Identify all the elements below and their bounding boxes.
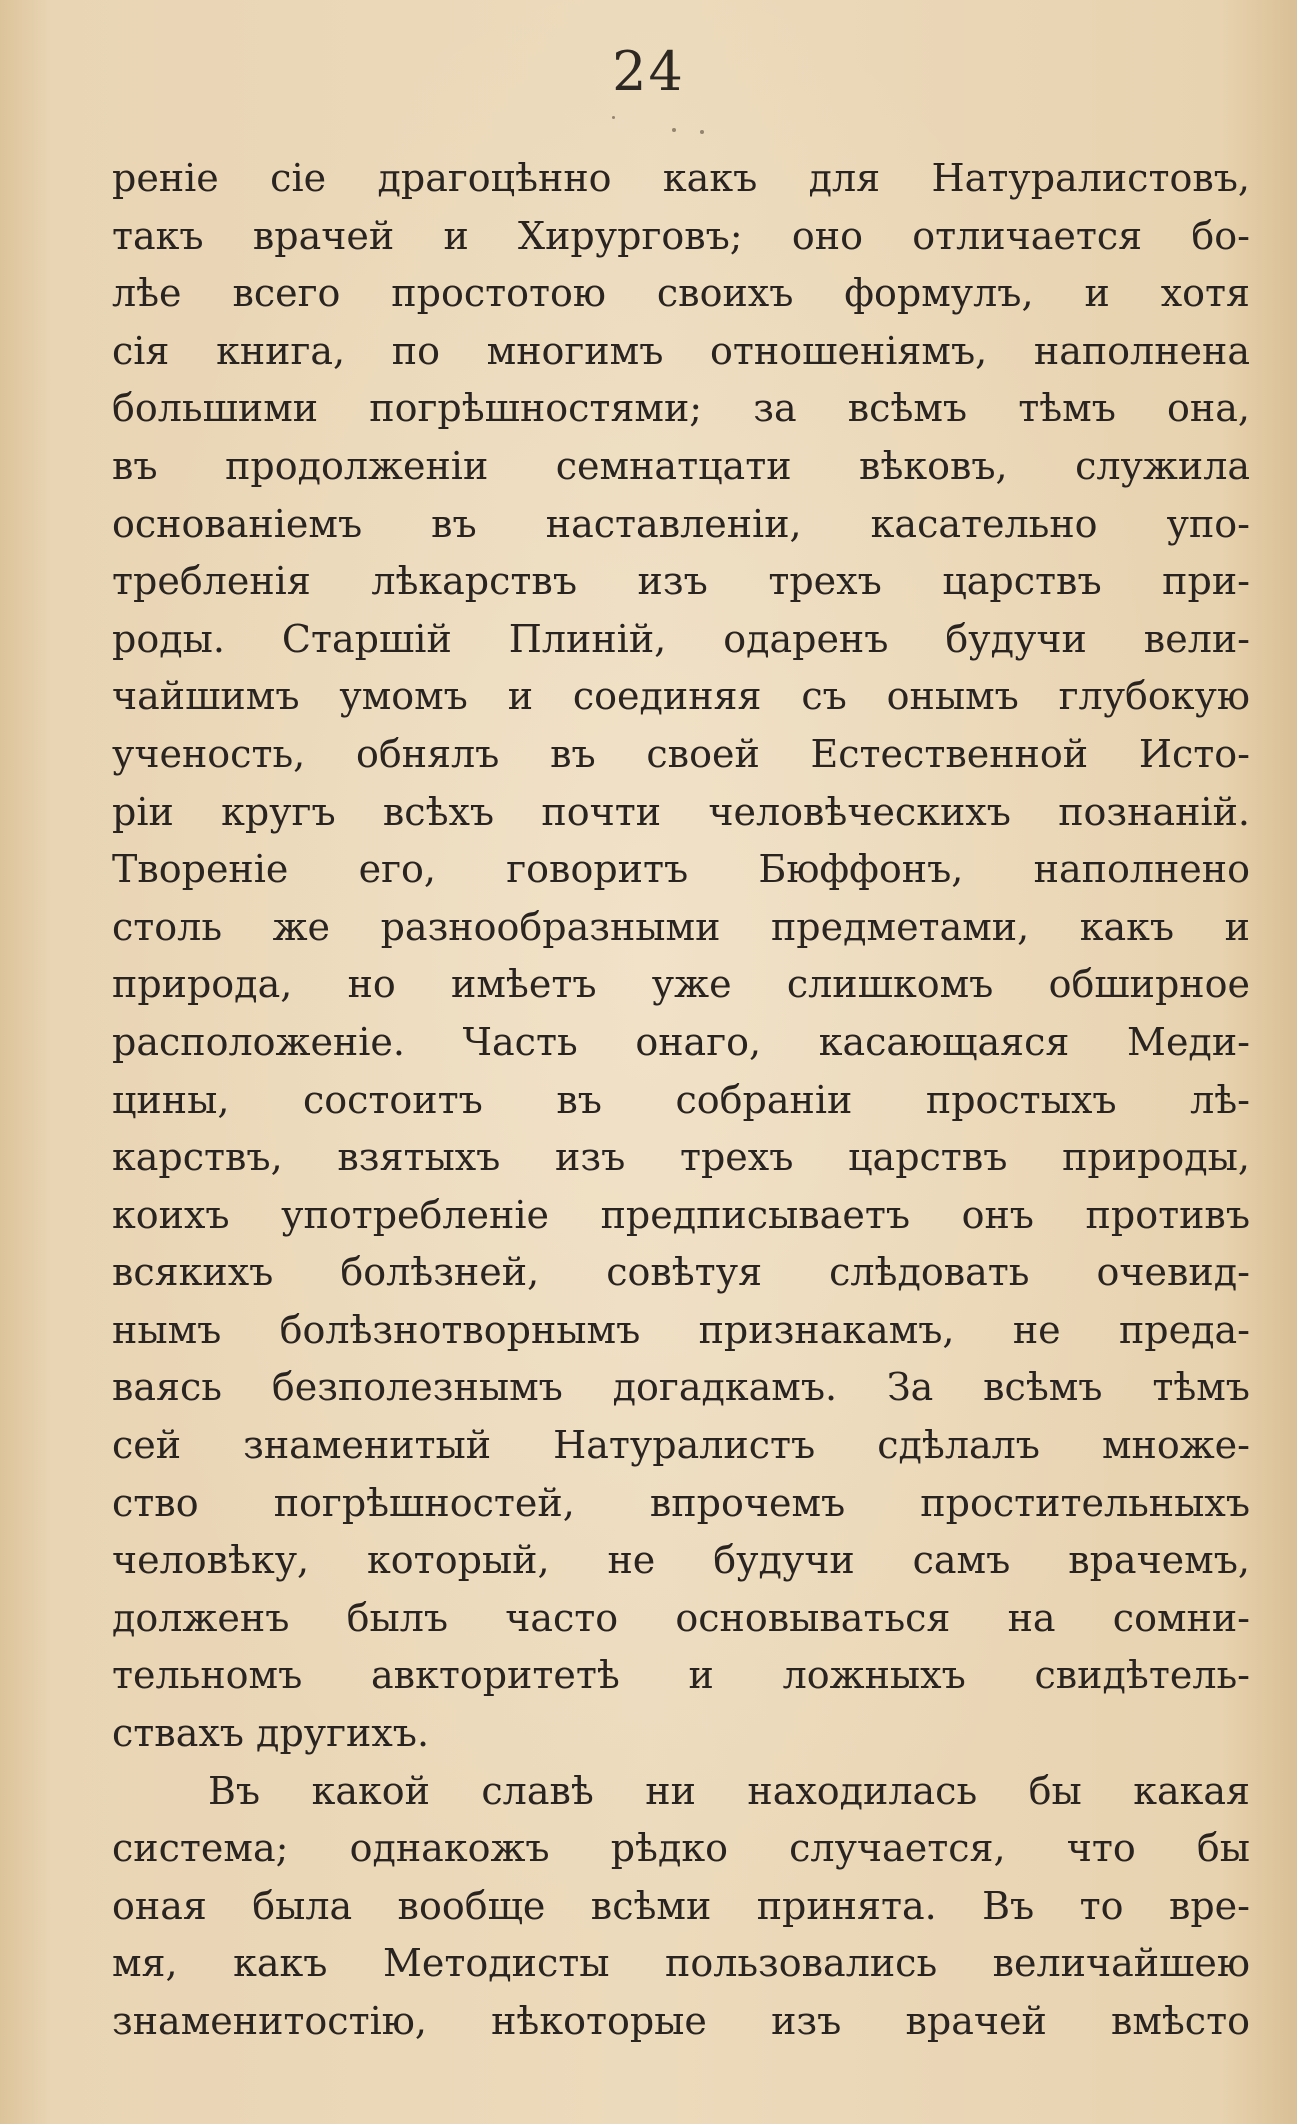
text-line: мя, какъ Методисты пользовались величайшею: [112, 1941, 1250, 1986]
page-number: 24: [612, 40, 685, 103]
text-line: ріи кругъ всѣхъ почти человѣческихъ познаній.: [112, 789, 1250, 834]
text-line: всякихъ болѣзней, совѣтуя слѣдовать очевид-: [112, 1250, 1250, 1295]
text-line: роды. Старшій Плиній, одаренъ будучи вели-: [112, 616, 1250, 661]
text-line: долженъ былъ часто основываться на сомни-: [112, 1595, 1250, 1640]
text-line: цины, состоитъ въ собраніи простыхъ лѣ-: [112, 1077, 1250, 1122]
text-line: знаменитостію, нѣкоторые изъ врачей вмѣсто: [112, 1999, 1250, 2043]
text-line: такъ врачей и Хирурговъ; оно отличается бо-: [112, 213, 1250, 258]
text-line: ствахъ другихъ.: [112, 1711, 430, 1756]
text-line: расположеніе. Часть онаго, касающаяся Меди-: [112, 1019, 1250, 1064]
text-line: ваясь безполезнымъ догадкамъ. За всѣмъ тѣмъ: [112, 1365, 1250, 1410]
text-line: столь же разнообразными предметами, какъ и: [112, 904, 1250, 949]
text-line: Въ какой славѣ ни находилась бы какая: [208, 1768, 1250, 1813]
text-line: большими погрѣшностями; за всѣмъ тѣмъ она,: [112, 386, 1250, 431]
print-speck: [700, 130, 704, 134]
text-line: тельномъ авкторитетѣ и ложныхъ свидѣтель-: [112, 1653, 1250, 1698]
text-line: коихъ употребленіе предписываетъ онъ противъ: [112, 1192, 1250, 1237]
text-line: реніе сіе драгоцѣнно какъ для Натуралистовъ,: [112, 156, 1250, 200]
print-speck: [672, 128, 676, 132]
text-line: Твореніе его, говоритъ Бюффонъ, наполнено: [112, 847, 1250, 892]
text-line: сей знаменитый Натуралистъ сдѣлалъ множе-: [112, 1423, 1250, 1468]
text-line: нымъ болѣзнотворнымъ признакамъ, не преда-: [112, 1307, 1250, 1352]
text-line: требленія лѣкарствъ изъ трехъ царствъ при-: [112, 559, 1250, 604]
text-line: человѣку, который, не будучи самъ врачемъ,: [112, 1538, 1250, 1583]
text-line: система; однакожъ рѣдко случается, что бы: [112, 1826, 1250, 1871]
text-line: основаніемъ въ наставленіи, касательно упо-: [112, 501, 1250, 546]
text-line: оная была вообще всѣми принята. Въ то вре-: [112, 1883, 1250, 1928]
text-line: чайшимъ умомъ и соединяя съ онымъ глубокую: [112, 674, 1250, 719]
text-line: ство погрѣшностей, впрочемъ простительныхъ: [112, 1480, 1250, 1525]
text-line: природа, но имѣетъ уже слишкомъ обширное: [112, 962, 1250, 1007]
print-speck: [612, 116, 615, 119]
text-line: карствъ, взятыхъ изъ трехъ царствъ природы,: [112, 1135, 1250, 1180]
paragraph-2: [112, 1763, 1250, 2051]
text-line: въ продолженіи семнатцати вѣковъ, служила: [112, 443, 1250, 488]
text-line: ученость, обнялъ въ своей Естественной Исто-: [112, 731, 1250, 776]
text-line: сія книга, по многимъ отношеніямъ, наполнена: [112, 328, 1250, 373]
body-text: [112, 150, 1250, 2051]
text-line: лѣе всего простотою своихъ формулъ, и хотя: [112, 271, 1250, 316]
paragraph-1: [112, 150, 1250, 1763]
